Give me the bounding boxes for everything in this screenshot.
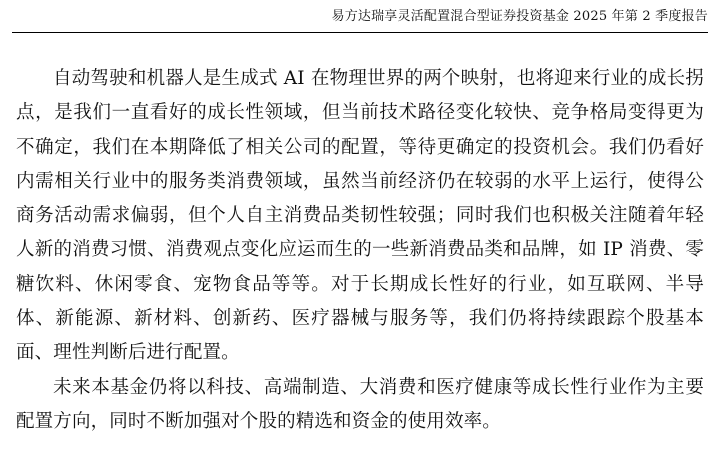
header-divider [12,32,708,33]
page-header-title: 易方达瑞享灵活配置混合型证券投资基金 2025 年第 2 季度报告 [331,9,708,24]
body-paragraph-1: 自动驾驶和机器人是生成式 AI 在物理世界的两个映射，也将迎来行业的成长拐点，是我们一直看好的成长性领域，但当前技术路径变化较快、竞争格局变得更为不确定，我们在本期降低了相关公司的配置，等待更确定的投资机会。我们仍看好内需相关行业中的服务类消费领域，虽然当前经济仍在较弱的水平上运行，使得公商务活动需求偏弱，但个人自主消费品类韧性较强；同时我们也积极关注随着年轻人新的消费习惯、消费观点变化应运而生的一些新消费品类和品牌，如 IP 消费、零糖饮料、休闲零食、宠物食品等等。对于长期成长性好的行业，如互联网、半导体、新能源、新材料、创新药、医疗器械与服务等，我们仍将持续跟踪个股基本面、理性判断后进行配置。 [16,68,704,364]
body-paragraph-2: 未来本基金仍将以科技、高端制造、大消费和医疗健康等成长性行业作为主要配置方向，同时不断加强对个股的精选和资金的使用效率。 [16,376,704,432]
report-body [16,62,704,439]
